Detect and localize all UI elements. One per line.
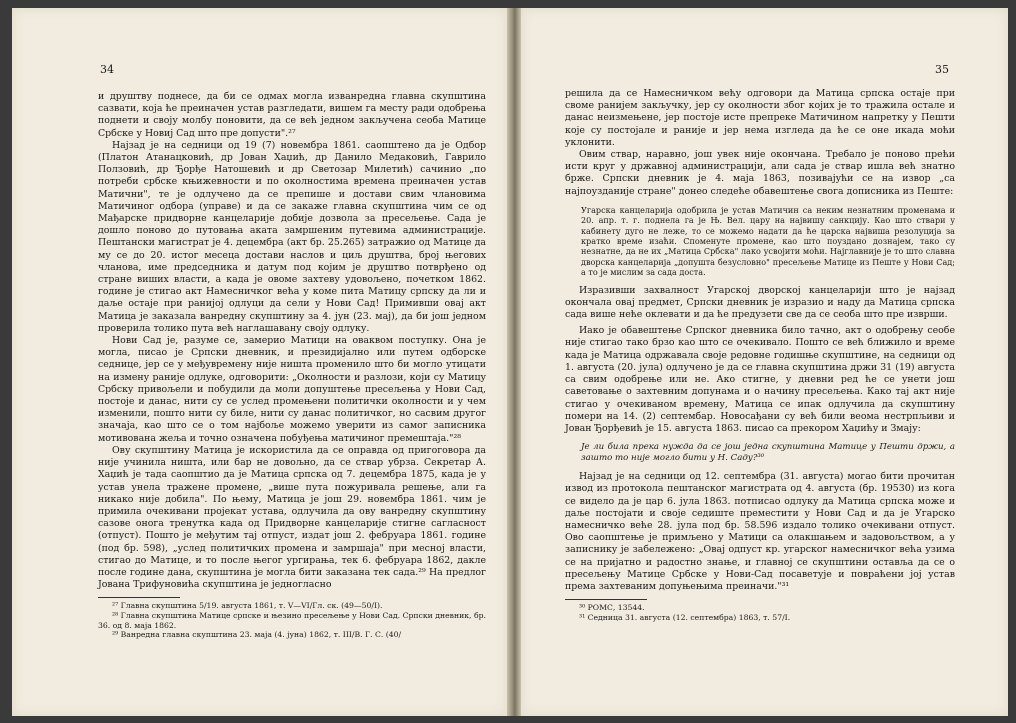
block-quote: Је ли била прека нужда да се још једна скупштина Матице у Пешти држи, а зашто то није могло бити у Н. Саду?³⁰ — [581, 442, 955, 464]
page-body — [565, 88, 955, 622]
right-page — [521, 8, 1008, 716]
paragraph: решила да се Намесничком већу одговори да Матица српска остаје при своме ранијем закључку, јер су околности због којих је то тражила остале и данас неизмењене, јер постоје исте препреке Матичином напретку у Пешти које су постојале и раније и јер нема изгледа да ће се оне икада моћи уклонити. — [565, 88, 955, 148]
footnote: ³¹ Седница 31. августа (12. септембра) 1863, т. 57/I. — [579, 612, 791, 622]
book-gutter — [507, 8, 521, 716]
paragraph: и друштву поднесе, да би се одмах могла изванредна главна скупштина сазвати, која ће преиначен устав разгледати, вишем га месту ради одобрења поднети и своју молбу поновити, да се већ једном закључена сеоба Матице Србске у Новиј Сад што пре допусти".²⁷ — [98, 91, 486, 139]
footnote: ²⁷ Главна скупштина 5/19. августа 1861, т. V—VI/Гл. ск. (49—50/I). — [112, 601, 383, 611]
paragraph: Иако је обавештење Српског дневника било тачно, акт о одобрењу сеобе није стигао тако брзо као што се очекивало. Пошто се већ ближило и време када је Матица одржавала своје редовне годишње скупштине, на седници од 1. августа (20. јула) одлучено је да се главна скупштина држи 31 (19) августа са свим одобрење или не. Ако стигне, у дневни ред ће се унети још саветовање о захтевним допунама и о начину пресељења. Како тај акт није стигао у очекиваном времену, Матица се ипак одлучила да скупштину помери на 14. (2) септембар. Новосађани су већ били веома нестрпљиви и Јован Ђорђевић је 15. августа 1863. писао са прекором Хаџићу и Змају: — [565, 325, 955, 434]
paragraph: Ову скупштину Матица је искористила да се оправда од пригоговора да није учинила ништа, или бар не довољно, да се ствар убрза. Секретар А. Хаџић је тада саопштио да је Матица српска од 7. децембра 1875, када је у устав унела тражене промене, „више пута пожуривала решење, али га никако није добила". По њему, Матица је још 29. новембра 1861. чим је примила очекивани пројекат устава, одлучила да ову ванредну скупштину сазове онога тренутка када од Придворне канцеларије стигне сагласност (отпуст). Пошто је међутим тај отпуст, издат још 2. фебруара 1861. године (под бр. 598), „услед политичких промена и замршаја" при месној власти, стигао до Матице, и то после његог ургирања, тек 6. фебруара 1862, дакле после године дана, скупштина је могла бити заказана тек сада.²⁹ На предлог Јована Трифуновића скупштина је једногласно — [98, 444, 486, 591]
footnote: ²⁸ Главна скупштина Матице српске и њезино пресељење у Нови Сад. Српски дневник, бр. 36. од 8. маја 1862. — [98, 610, 486, 630]
left-page — [12, 8, 507, 716]
page-body — [98, 91, 486, 640]
footnote-rule — [98, 597, 180, 598]
paragraph: Нови Сад је, разуме се, замерио Матици на оваквом поступку. Она је могла, писао је Српски дневник, и президијално или путем одборске седнице, јер се у међувремену није ништа променило што би могло утицати на измену раније одлуке, одговорити: „Околности и разлози, који су Матицу Србску привољели и побудили да моли допуштење пресељења у Нови Сад, постоје и данас, нити су се услед промењени политички околности и у чем изменили, пошто нити су биле, нити су данас политичког, но сасвим другог значаја, као што се о том најбоље можемо уверити из самог записника мотивована жеља и точно означена побуђења матичиног премештаја."²⁸ — [98, 335, 486, 444]
paragraph: Овим ствар, наравно, још увек није окончана. Требало је поново прећи исти круг у државној администрацији, али сада је ствар ишла већ знатно брже. Српски дневник је 4. маја 1863, позивајући се на извор „са најпоузданије стране" донео следеће обавештење свога дописника из Пеште: — [565, 149, 955, 197]
paragraph: Најзад је на седници од 12. септембра (31. августа) могао бити прочитан извод из протокола пештанског магистрата од 4. августа (бр. 19530) из кога се видело да је цар 6. јула 1863. потписао одлуку да Матица српска може и даље постојати и своје седиште преместити у Нови Сад и да је Угарско намесничко веће 28. јула под бр. 58.596 издало толико очекивани отпуст. Ово саопштење је примљено у Матици са олакшањем и задовољством, а у записнику је забележено: „Овај одпуст кр. угарског намесничког већа узима се на пријатно и радостно знање, и главној се скупштини оставља да се о пресељењу Матице Србске у Нови-Сад посаветује и повраћени јој устав према захтеваним допуњењима преиначи."³¹ — [565, 471, 955, 592]
paragraph: Најзад је на седници од 19 (7) новембра 1861. саопштено да је Одбор (Платон Атанацковић, др Јован Хаџић, др Данило Медаковић, Гаврило Ползовић, др Ђорђе Натошевић и др Светозар Милетић) сачинио „по потреби србске књижевности и по околностима времена преиначен устав Матични", те је одлучено да се препише и достави свим члановима Матичиног одбора (управе) и да се закаже главна скупштина чим се од Мађарске придворне канцеларије добије дозвола за пресељење. Сада је дошло поново до путовања аката замршеним путевима администрације. Пештански магистрат је 4. децембра (акт бр. 25.265) затражио од Матице да му се до 20. истог месеца достави наслов и циљ друштва, број његових чланова, име председника и датум под којим је друштво потврђено од стране виших власти, а када је овоме захтеву удовољено, почетком 1862. године је стигао акт Намесничког већа у коме пита Матицу српску да ли и даље остаје при ранијој одлуци да сели у Нови Сад! Примивши овај акт Матица је заказала ванредну скупштину за 4. јун (23. мај), да би још једном проверила толико пута већ наглашавану своју одлуку. — [98, 139, 486, 334]
footnote: ³⁰ РОМС, 13544. — [579, 603, 645, 613]
paragraph: Изразивши захвалност Угарској дворској канцеларији што је најзад окончала овај предмет, Српски дневник је изразио и наду да Матица српска сада више неће оклевати и да ће предузети све да се сеоба што пре изврши. — [565, 284, 955, 321]
page-number: 34 — [100, 63, 114, 76]
block-quote: Угарска канцеларија одобрила је устав Матичин са неким незнатним променама и 20. апр. т. г. поднела га је Њ. Вел. цару на највишу санкцију. Као што ствари у кабинету дуго не леже, то се можемо надати да ће царска највиша резолуција за кратко време изаћи. Споменуте промене, као што поуздано дознајем, тако су незнатне, да не их „Матица Србска" лако усвојити моћи. Најглавније је то што славна дворска канцеларија „допушта безусловно" пресељење Матице из Пеште у Нови Сад; а то је мислим за сада доста. — [581, 204, 955, 278]
footnote-rule — [565, 599, 647, 600]
footnote: ²⁹ Ванредна главна скупштина 23. маја (4. јуна) 1862, т. III/В. Г. С. (40/ — [112, 630, 402, 640]
page-number: 35 — [935, 63, 949, 76]
